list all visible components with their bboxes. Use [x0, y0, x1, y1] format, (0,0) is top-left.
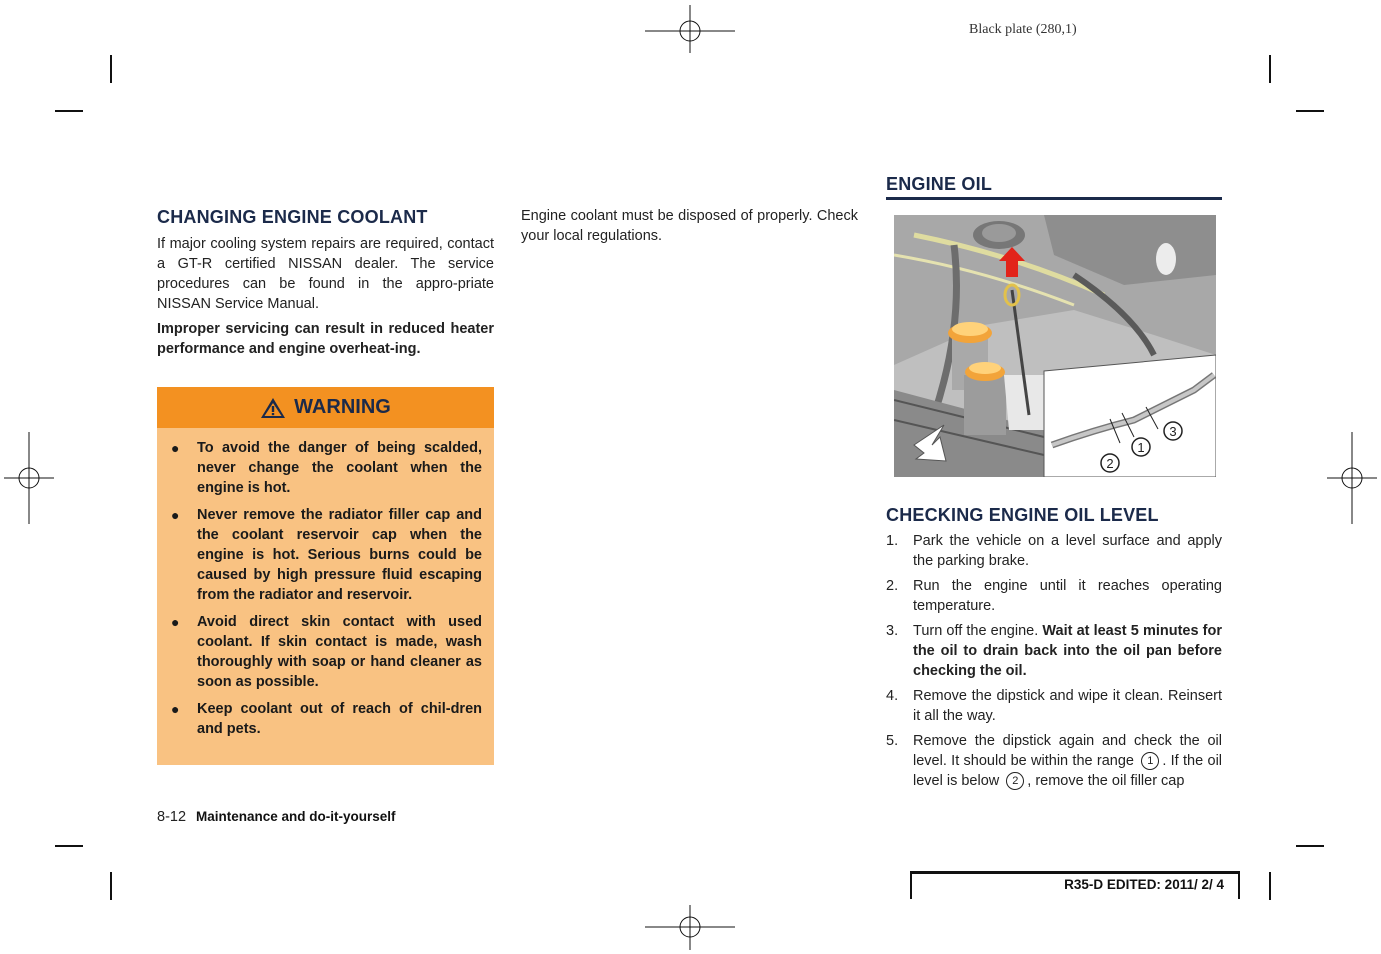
coolant-heading: CHANGING ENGINE COOLANT [157, 207, 428, 227]
check-oil-heading: CHECKING ENGINE OIL LEVEL [886, 505, 1159, 525]
plate-label: Black plate (280,1) [969, 22, 1077, 37]
callout-circle: 2 [1006, 772, 1024, 790]
page-footer [157, 809, 396, 825]
warning-item: ● Keep coolant out of reach of chil-dren and pets. [171, 701, 482, 737]
coolant-caution: Improper servicing can result in reduced heater performance and engine overheat-ing. [157, 321, 494, 357]
section-name: Maintenance and do-it-yourself [196, 809, 396, 824]
engine-oil-illustration [894, 215, 1216, 477]
callout-label: 3 [1169, 424, 1177, 439]
warning-box [157, 387, 494, 765]
callout-label: 1 [1137, 440, 1145, 455]
callout-label: 2 [1106, 456, 1114, 471]
heading-rule [886, 197, 1222, 200]
registration-mark-left [4, 432, 54, 524]
coolant-paragraph: If major cooling system repairs are required, contact a GT-R certified NISSAN dealer. The service procedures can be found in the appro-priate NISSAN Service Manual. [157, 236, 494, 312]
edited-stamp: R35-D EDITED: 2011/ 2/ 4 [910, 871, 1240, 899]
step-item: 4. Remove the dipstick and wipe it clean. Reinsert it all the way. [886, 688, 1222, 724]
engine-oil-heading: ENGINE OIL [886, 174, 993, 194]
step-item: 1. Park the vehicle on a level surface and apply the parking brake. [886, 533, 1222, 569]
warning-item: ● Avoid direct skin contact with used coolant. If skin contact is made, wash thoroughly with soap or hand cleaner as soon as possible. [171, 614, 482, 690]
registration-mark-top [645, 5, 735, 53]
oil-check-steps [886, 531, 1222, 796]
warning-list [157, 428, 494, 739]
warning-triangle-icon [260, 397, 286, 419]
warning-item: ● Never remove the radiator filler cap and the coolant reservoir cap when the engine is hot. Serious burns could be caused by high pressure fluid escaping from the radiator and reservoir. [171, 507, 482, 603]
step-item: 3. Turn off the engine. Wait at least 5 minutes for the oil to drain back into the oil pan before checking the oil. [886, 623, 1223, 679]
step-item: 2. Run the engine until it reaches operating temperature. [886, 578, 1222, 614]
warning-header [157, 387, 494, 428]
disposal-paragraph: Engine coolant must be disposed of properly. Check your local regulations. [521, 208, 858, 244]
warning-item: ● To avoid the danger of being scalded, never change the coolant when the engine is hot. [171, 440, 482, 496]
registration-mark-right [1327, 432, 1377, 524]
registration-mark-bottom [645, 905, 735, 950]
callout-circle: 1 [1141, 752, 1159, 770]
step-item: 5. Remove the dipstick again and check the oil level. It should be within the range 1 . If the oil level is below 2 , remove the oil filler cap [886, 733, 1223, 789]
page-number: 8-12 [157, 809, 187, 825]
warning-title: WARNING [294, 396, 391, 418]
